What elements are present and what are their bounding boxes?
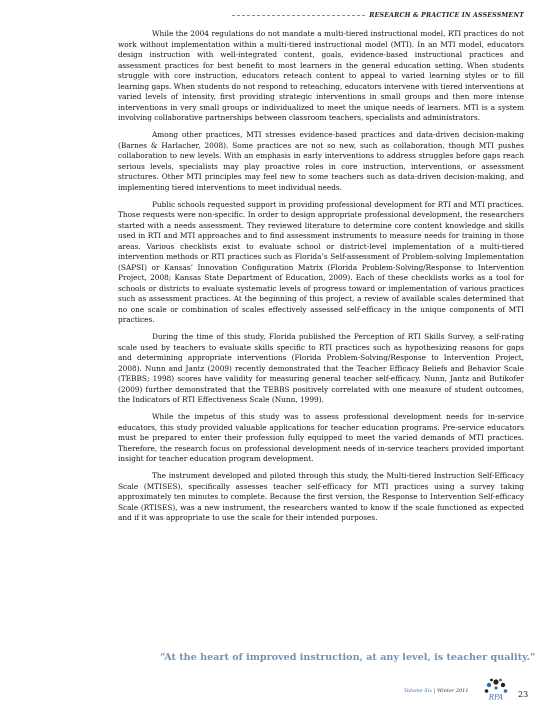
footer-volume: Volume Six bbox=[404, 688, 433, 694]
paragraph: The instrument developed and piloted through this study, the Multi-tiered Instruction Self-Efficacy Scale (MTISES), specifically assesses teacher self-efficacy for MTI practices using a survey taking approximately ten minutes to complete. Because the first version, the Response to Intervention Self-efficacy Scale (RTISES), was a new instrument, the researchers wanted to know if the scale functioned as expected and if it was appropriate to use the scale for their intended purposes. bbox=[118, 471, 524, 522]
paragraph: While the impetus of this study was to assess professional development needs for in-service educators, this study provided valuable applications for teacher education programs. Pre-service educators must be prepared to enter their profession fully equipped to meet the varied demands of MTI practices. Therefore, the research focus on professional development needs of in-service teachers provided important insight for teacher education program development. bbox=[118, 412, 524, 463]
logo-text: RPA bbox=[488, 693, 504, 702]
article-body bbox=[118, 29, 524, 530]
footer-separator: | bbox=[433, 688, 437, 694]
page-number: 23 bbox=[518, 690, 529, 699]
rpa-logo-icon bbox=[481, 677, 511, 705]
paragraph: While the 2004 regulations do not mandate a multi-tiered instructional model, RTI practices do not work without implementation within a multi-tiered instructional model (MTI). In an MTI model, educators design instruction with well-integrated content, goals, evidence-based instructional practices and assessment practices for best benefit to most learners in the general education setting. When students struggle with core instruction, educators reteach content to appeal to varied learning styles or to fill learning gaps. When students do not respond to reteaching, educators intervene with tiered interventions at varied levels of intensity, first providing strategic interventions in small groups and then more intense interventions in very small groups or individualized to meet the unique needs of learners. MTI is a system involving collaborative partnerships between classroom teachers, specialists and administrators. bbox=[118, 29, 524, 122]
paragraph: Public schools requested support in providing professional development for RTI and MTI practices. Those requests were non-specific. In order to design appropriate professional development, the researchers started with a needs assessment. They reviewed literature to determine core content knowledge and skills used in RTI and MTI approaches and to find assessment instruments to measure needs for training in those areas. Various checklists exist to evaluate school or district-level implementation of a multi-tiered intervention methods or RTI practices such as Florida’s Self-assessment of Problem-solving Implementation (SAPSI) or Kansas’ Innovation Configuration Matrix (Florida Problem-Solving/Response to Intervention Project, 2008; Kansas State Department of Education, 2009). Each of these checklists works as a tool for schools or districts to evaluate systematic levels of progress toward or implementation of various practices such as assessment practices. At the beginning of this project, a review of available scales determined that no one scale or combination of scales effectively assessed self-efficacy in the unique components of MTI practices. bbox=[118, 199, 524, 324]
section-label: RESEARCH & PRACTICE IN ASSESSMENT bbox=[369, 11, 524, 19]
footer-issue bbox=[404, 688, 469, 694]
pull-quote: “At the heart of improved instruction, at any level, is teacher quality.” bbox=[160, 652, 536, 663]
running-header bbox=[232, 10, 524, 20]
paragraph: Among other practices, MTI stresses evidence-based practices and data-driven decision-making (Barnes & Harlacher, 2008). Some practices are not so new, such as collaboration, though MTI pushes collaboration to new levels. With an emphasis in early interventions to address struggles before gaps reach serious levels, specialists may play proactive roles in core instruction, interventions, or assessment structures. Other MTI principles may feel new to some teachers such as data-driven decision-making, and implementing tiered interventions to meet individual needs. bbox=[118, 130, 524, 192]
paragraph: During the time of this study, Florida published the Perception of RTI Skills Survey, a self-rating scale used by teachers to evaluate skills specific to RTI practices such as hypothesizing reasons for gaps and determining appropriate interventions (Florida Problem-Solving/Response to Intervention Project, 2008). Nunn and Jantz (2009) recently demonstrated that the Teacher Efficacy Beliefs and Behavior Scale (TEBBS; 1998) scores have validity for measuring general teacher self-efficacy. Nunn, Jantz and Butikofer (2009) further demonstrated that the TEBBS positively correlated with one measure of student outcomes, the Indicators of RTI Effectiveness Scale (Nunn, 1999). bbox=[118, 332, 524, 404]
footer-issue-date: Winter 2011 bbox=[437, 688, 469, 694]
header-rule bbox=[232, 15, 365, 16]
